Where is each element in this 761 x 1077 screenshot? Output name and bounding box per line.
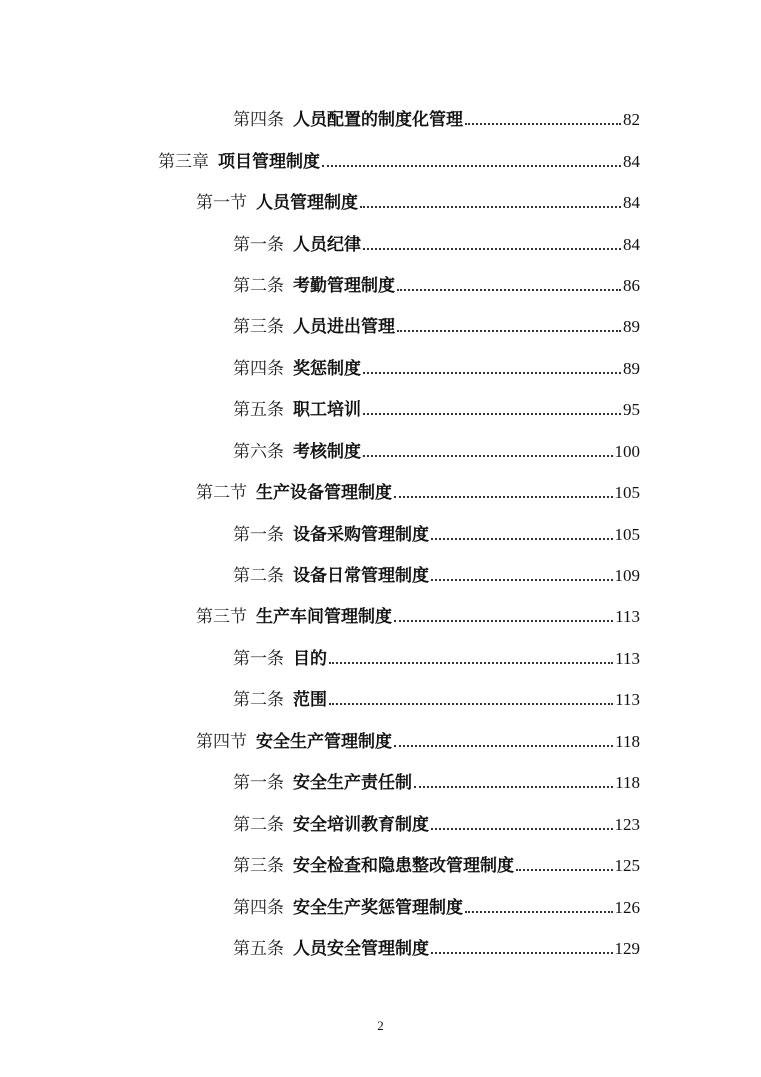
toc-entry-page: 100 bbox=[614, 441, 640, 461]
toc-entry-content bbox=[233, 561, 640, 586]
toc-entry-content bbox=[233, 354, 640, 379]
toc-entry-content bbox=[196, 478, 640, 503]
dot-leader bbox=[431, 538, 613, 540]
toc-entry-page: 123 bbox=[614, 814, 640, 834]
dot-leader bbox=[431, 579, 613, 581]
toc-entry-page: 84 bbox=[623, 234, 640, 254]
dot-leader bbox=[360, 206, 621, 208]
toc-entry-title: 职工培训 bbox=[293, 400, 361, 421]
toc-entry[interactable] bbox=[0, 470, 761, 511]
toc-entry[interactable] bbox=[0, 138, 761, 179]
toc-entry-content bbox=[233, 768, 640, 793]
toc-entry-number: 第二节 bbox=[196, 483, 247, 504]
toc-entry-content bbox=[196, 188, 640, 213]
toc-entry[interactable] bbox=[0, 636, 761, 677]
toc-entry-content bbox=[196, 602, 640, 627]
toc-entry-number: 第四条 bbox=[233, 897, 284, 918]
toc-entry-number: 第三条 bbox=[233, 317, 284, 338]
dot-leader bbox=[397, 289, 621, 291]
toc-entry[interactable] bbox=[0, 180, 761, 221]
toc-entry-title: 安全检查和隐患整改管理制度 bbox=[293, 856, 514, 877]
toc-entry-content bbox=[233, 644, 640, 669]
toc-entry-number: 第二条 bbox=[233, 275, 284, 296]
dot-leader bbox=[322, 165, 621, 167]
toc-entry-number: 第三节 bbox=[196, 607, 247, 628]
toc-entry-page: 126 bbox=[614, 897, 640, 917]
toc-entry-page: 129 bbox=[614, 938, 640, 958]
toc-entry[interactable] bbox=[0, 97, 761, 138]
toc-entry-number: 第五条 bbox=[233, 938, 284, 959]
toc-entry-title: 安全培训教育制度 bbox=[293, 814, 429, 835]
toc-entry-page: 118 bbox=[615, 731, 640, 751]
toc-entry-page: 105 bbox=[614, 524, 640, 544]
dot-leader bbox=[465, 123, 621, 125]
toc-entry-number: 第二条 bbox=[233, 814, 284, 835]
toc-entry-title: 生产车间管理制度 bbox=[256, 607, 392, 628]
dot-leader bbox=[465, 911, 613, 913]
toc-entry-number: 第一条 bbox=[233, 648, 284, 669]
toc-entry-number: 第一条 bbox=[233, 773, 284, 794]
toc-entry-content bbox=[233, 230, 640, 255]
toc-entry-title: 考核制度 bbox=[293, 441, 361, 462]
toc-entry-content bbox=[233, 271, 640, 296]
toc-entry-content bbox=[233, 851, 640, 876]
toc-entry[interactable] bbox=[0, 221, 761, 262]
dot-leader bbox=[363, 248, 621, 250]
toc-entry-number: 第二条 bbox=[233, 690, 284, 711]
toc-entry-number: 第六条 bbox=[233, 441, 284, 462]
toc-entry-title: 人员管理制度 bbox=[256, 193, 358, 214]
toc-entry-number: 第四条 bbox=[233, 358, 284, 379]
toc-entry-page: 118 bbox=[615, 773, 640, 793]
toc-entry-content bbox=[233, 395, 640, 420]
toc-entry-content bbox=[233, 312, 640, 337]
toc-entry-content bbox=[233, 520, 640, 545]
toc-entry-title: 安全生产管理制度 bbox=[256, 731, 392, 752]
dot-leader bbox=[397, 330, 621, 332]
dot-leader bbox=[431, 952, 613, 954]
toc-entry-content bbox=[233, 934, 640, 959]
toc-entry-title: 奖惩制度 bbox=[293, 358, 361, 379]
toc-entry-number: 第一条 bbox=[233, 524, 284, 545]
toc-entry[interactable] bbox=[0, 801, 761, 842]
toc-entry-content bbox=[158, 147, 640, 172]
toc-entry[interactable] bbox=[0, 594, 761, 635]
toc-entry[interactable] bbox=[0, 926, 761, 967]
toc-entry-title: 人员安全管理制度 bbox=[293, 938, 429, 959]
toc-entry-number: 第一节 bbox=[196, 193, 247, 214]
toc-entry-number: 第三条 bbox=[233, 856, 284, 877]
toc-entry-page: 89 bbox=[623, 358, 640, 378]
dot-leader bbox=[394, 620, 613, 622]
toc-entry[interactable] bbox=[0, 760, 761, 801]
dot-leader bbox=[414, 786, 613, 788]
toc-entry-page: 113 bbox=[615, 690, 640, 710]
dot-leader bbox=[329, 662, 613, 664]
toc-entry[interactable] bbox=[0, 346, 761, 387]
toc-entry-page: 105 bbox=[614, 483, 640, 503]
toc-entry-content bbox=[233, 437, 640, 462]
toc-entry-page: 113 bbox=[615, 607, 640, 627]
toc-entry[interactable] bbox=[0, 884, 761, 925]
dot-leader bbox=[516, 869, 613, 871]
page-number: 2 bbox=[377, 1018, 384, 1033]
toc-entry-title: 目的 bbox=[293, 648, 327, 669]
toc-entry-title: 范围 bbox=[293, 690, 327, 711]
toc-entry-page: 109 bbox=[614, 566, 640, 586]
dot-leader bbox=[363, 455, 613, 457]
toc-entry-title: 设备日常管理制度 bbox=[293, 566, 429, 587]
toc-entry[interactable] bbox=[0, 429, 761, 470]
toc-entry-page: 84 bbox=[623, 151, 640, 171]
toc-entry[interactable] bbox=[0, 719, 761, 760]
toc-entry-page: 113 bbox=[615, 648, 640, 668]
toc-entry-title: 人员进出管理 bbox=[293, 317, 395, 338]
toc-entry-content bbox=[196, 727, 640, 752]
dot-leader bbox=[363, 372, 621, 374]
toc-entry-title: 考勤管理制度 bbox=[293, 275, 395, 296]
dot-leader bbox=[394, 496, 613, 498]
toc-entry-content bbox=[233, 893, 640, 918]
toc-entry-content bbox=[233, 685, 640, 710]
toc-entry-content bbox=[233, 105, 640, 130]
toc-entry[interactable] bbox=[0, 304, 761, 345]
toc-entry-number: 第三章 bbox=[158, 151, 209, 172]
toc-entry-content bbox=[233, 810, 640, 835]
toc-entry-title: 生产设备管理制度 bbox=[256, 483, 392, 504]
dot-leader bbox=[329, 703, 613, 705]
toc-entry-number: 第二条 bbox=[233, 566, 284, 587]
toc-entry-page: 82 bbox=[623, 110, 640, 130]
toc-entry-title: 人员配置的制度化管理 bbox=[293, 110, 463, 131]
toc-entry-page: 125 bbox=[614, 856, 640, 876]
toc-entry-page: 89 bbox=[623, 317, 640, 337]
toc-entry-number: 第四节 bbox=[196, 731, 247, 752]
toc-entry-number: 第一条 bbox=[233, 234, 284, 255]
toc-entry-number: 第四条 bbox=[233, 110, 284, 131]
toc-entry[interactable] bbox=[0, 511, 761, 552]
toc-entry[interactable] bbox=[0, 387, 761, 428]
toc-entry-number: 第五条 bbox=[233, 400, 284, 421]
toc-entry-page: 84 bbox=[623, 193, 640, 213]
toc-entry[interactable] bbox=[0, 843, 761, 884]
toc-entry-title: 安全生产责任制 bbox=[293, 773, 412, 794]
toc-entry-page: 86 bbox=[623, 275, 640, 295]
toc-entry[interactable] bbox=[0, 677, 761, 718]
toc-entry-page: 95 bbox=[623, 400, 640, 420]
toc-entry-title: 项目管理制度 bbox=[218, 151, 320, 172]
toc-entry-title: 安全生产奖惩管理制度 bbox=[293, 897, 463, 918]
dot-leader bbox=[394, 745, 613, 747]
toc-entry-title: 人员纪律 bbox=[293, 234, 361, 255]
dot-leader bbox=[363, 413, 621, 415]
toc-entry[interactable] bbox=[0, 553, 761, 594]
toc-entry[interactable] bbox=[0, 263, 761, 304]
table-of-contents bbox=[0, 97, 761, 967]
toc-entry-title: 设备采购管理制度 bbox=[293, 524, 429, 545]
dot-leader bbox=[431, 828, 613, 830]
